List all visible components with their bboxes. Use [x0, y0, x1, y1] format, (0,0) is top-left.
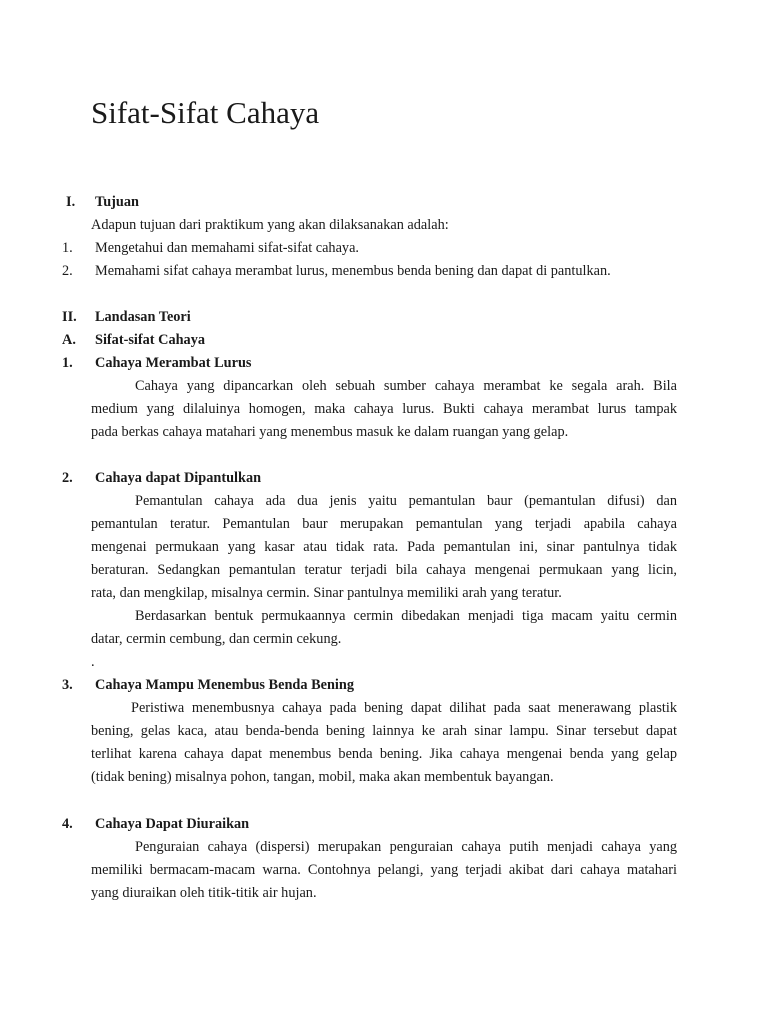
stray-period: . [91, 654, 95, 670]
paragraph-line: pemantulan teratur. Pemantulan baur merupakan pemantulan yang terjadi apabila cahaya [91, 516, 677, 532]
topic-number: 3. [62, 677, 73, 693]
paragraph-line: pada berkas cahaya matahari yang menembus masuk ke dalam ruangan yang gelap. [91, 424, 569, 440]
paragraph-line: Penguraian cahaya (dispersi) merupakan penguraian cahaya putih menjadi cahaya yang [135, 839, 677, 855]
topic-number: 2. [62, 470, 73, 486]
topic-heading: Cahaya Dapat Diuraikan [95, 816, 250, 832]
list-item-text: Mengetahui dan memahami sifat-sifat cahaya. [95, 240, 359, 256]
topic-number: 1. [62, 355, 73, 371]
subsection-heading: Sifat-sifat Cahaya [95, 332, 206, 348]
topic-heading: Cahaya dapat Dipantulkan [95, 470, 262, 486]
list-item-number: 1. [62, 240, 73, 256]
paragraph-line: datar, cermin cembung, dan cermin cekung. [91, 631, 342, 647]
paragraph-line: rata, dan mengkilap, misalnya cermin. Sinar pantulnya memiliki arah yang teratur. [91, 585, 562, 601]
paragraph-line: beraturan. Sedangkan pemantulan teratur terjadi bila cahaya mengenai permukaan yang licin, [91, 562, 677, 578]
list-item-text: Memahami sifat cahaya merambat lurus, menembus benda bening dan dapat di pantulkan. [95, 263, 611, 279]
section-1-intro: Adapun tujuan dari praktikum yang akan dilaksanakan adalah: [91, 217, 449, 233]
paragraph-line: yang diuraikan oleh titik-titik air hujan. [91, 885, 317, 901]
list-item-number: 2. [62, 263, 73, 279]
topic-number: 4. [62, 816, 73, 832]
paragraph-line: Berdasarkan bentuk permukaannya cermin dibedakan menjadi tiga macam yaitu cermin [135, 608, 677, 624]
topic-heading: Cahaya Mampu Menembus Benda Bening [95, 677, 354, 693]
paragraph-line: Pemantulan cahaya ada dua jenis yaitu pemantulan baur (pemantulan difusi) dan [135, 493, 677, 509]
section-1-numeral: I. [66, 194, 76, 210]
paragraph-line: memiliki bermacam-macam warna. Contohnya pelangi, yang terjadi akibat dari cahaya matahari [91, 862, 677, 878]
topic-heading: Cahaya Merambat Lurus [95, 355, 252, 371]
section-2-heading: Landasan Teori [95, 309, 191, 325]
section-2-numeral: II. [62, 309, 77, 325]
paragraph-line: medium yang dilaluinya homogen, maka cahaya lurus. Bukti cahaya merambat lurus tampak [91, 401, 677, 417]
subsection-letter: A. [62, 332, 76, 348]
paragraph-line: bening, gelas kaca, atau benda-benda bening lainnya ke arah sinar lampu. Sinar tersebut dapat [91, 723, 677, 739]
paragraph-line: terlihat karena cahaya dapat menembus benda bening. Jika cahaya mengenai benda yang gelap [91, 746, 677, 762]
document-title: Sifat-Sifat Cahaya [91, 95, 320, 130]
paragraph-line: Peristiwa menembusnya cahaya pada bening dapat dilihat pada saat menerawang plastik [131, 700, 677, 716]
paragraph-line: (tidak bening) misalnya pohon, tangan, mobil, maka akan membentuk bayangan. [91, 769, 554, 785]
paragraph-line: Cahaya yang dipancarkan oleh sebuah sumber cahaya merambat ke segala arah. Bila [135, 378, 677, 394]
paragraph-line: mengenai permukaan yang kasar atau tidak rata. Pada pemantulan ini, sinar pantulnya tidak [91, 539, 677, 555]
section-1-heading: Tujuan [95, 194, 139, 210]
